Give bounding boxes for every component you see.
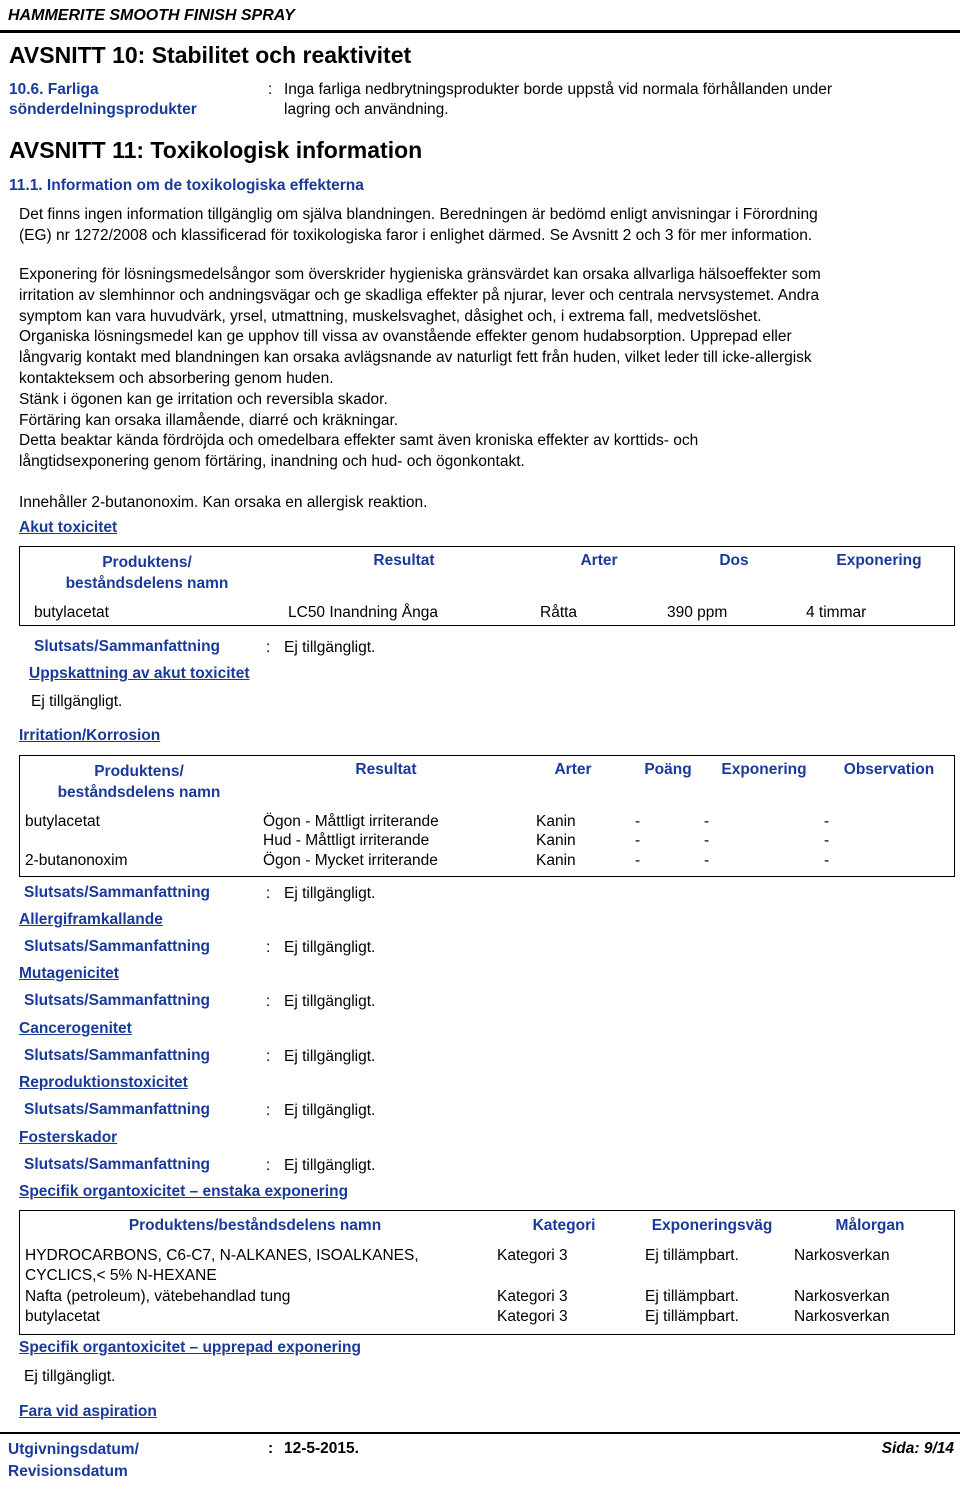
body-line: irritation av slemhinnor och andningsvägar och ge skadliga effekter på njurar, lever och centrala nervsystemet. Andra [19,286,820,304]
product-title: HAMMERITE SMOOTH FINISH SPRAY [8,7,295,24]
carcinogenicity-summary-label: Slutsats/Sammanfattning [24,1047,211,1064]
table-row [20,851,955,877]
mutagenicity-summary-label: Slutsats/Sammanfattning [24,992,211,1009]
cell-species: Kanin [536,831,576,849]
reproductive-summary-label: Slutsats/Sammanfattning [24,1101,211,1118]
cell-name: butylacetat [25,812,100,830]
cell-category: Kategori 3 [497,1246,568,1264]
section-10-6-value-line2: lagring och användning. [284,101,449,118]
body-paragraph [19,265,949,473]
col-header-organ: Målorgan [835,1217,905,1234]
cell-observation: - [824,851,830,869]
cell-score: - [635,851,641,869]
cell-exposure: - [704,851,710,869]
cell-exposure: 4 timmar [806,603,867,621]
section-10-6-value-line1: Inga farliga nedbrytningsprodukter borde uppstå vid normala förhållanden under [284,81,833,98]
section-10-6-colon: : [268,81,273,98]
body-line: Stänk i ögonen kan ge irritation och reversibla skador. [19,390,388,408]
footer-date: 12-5-2015. [284,1440,359,1457]
carcinogenicity-summary-colon: : [266,1048,271,1065]
cell-observation: - [824,831,830,849]
col-header-name [20,756,259,809]
cell-organ: Narkosverkan [794,1287,890,1305]
irritation-summary-value: Ej tillgängligt. [284,885,376,902]
body-line: långtidsexponering genom förtäring, inandning och hud- och ögonkontakt. [19,453,525,471]
col-header-route: Exponeringsväg [651,1217,773,1234]
reproductive-summary-colon: : [266,1102,271,1119]
cell-score: - [635,812,641,830]
irritation-table [19,755,955,877]
cell-name-line1: HYDROCARBONS, C6-C7, N-ALKANES, ISOALKANES, [25,1246,419,1264]
allergy-summary-label: Slutsats/Sammanfattning [24,938,211,955]
carcinogenicity-summary-value: Ej tillgängligt. [284,1048,376,1065]
section-10-6-value [284,80,832,120]
col-header-species: Arter [580,552,618,569]
col-header-result: Resultat [355,761,417,778]
cell-name [20,831,259,851]
footer-date-label [8,1439,139,1483]
header-rule [0,30,960,33]
acute-estimate-value: Ej tillgängligt. [31,693,123,710]
irritation-summary-colon: : [266,885,271,902]
teratogenicity-summary-label: Slutsats/Sammanfattning [24,1156,211,1173]
table-row [20,1287,955,1308]
aspiration-heading: Fara vid aspiration [19,1403,157,1420]
cell-species: Råtta [540,603,578,621]
body-line: Exponering för lösningsmedelsångor som överskrider hygieniska gränsvärdet kan orsaka allvarliga hälsoeffekter som [19,266,821,283]
intro-paragraph [19,205,949,247]
acute-summary-value: Ej tillgängligt. [284,639,376,656]
col-header-category: Kategori [532,1217,596,1234]
cell-organ: Narkosverkan [794,1246,890,1264]
section-11-title: AVSNITT 11: Toxikologisk information [9,137,423,163]
body-line: kontakteksem och absorbering genom huden. [19,369,334,387]
teratogenicity-summary-colon: : [266,1157,271,1174]
col-header-exposure: Exponering [721,761,807,778]
allergy-summary-value: Ej tillgängligt. [284,939,376,956]
table-row [20,1307,955,1334]
body-line: Detta beaktar kända fördröjda och omedelbara effekter samt även kroniska effekter av korttids- och [19,432,699,450]
stot-repeated-value: Ej tillgängligt. [24,1368,116,1385]
body-line: långvarig kontakt med blandningen kan orsaka avlägsnande av naturligt fett från huden, vilket leder till icke-allergisk [19,349,812,367]
cell-result: Ögon - Mycket irriterande [263,851,438,869]
irritation-summary-label: Slutsats/Sammanfattning [24,884,211,901]
cell-category: Kategori 3 [497,1308,568,1325]
col-header-name: Produktens/beståndsdelens namn [128,1217,382,1234]
table-row [20,831,955,851]
acute-estimate-heading: Uppskattning av akut toxicitet [29,665,250,682]
irritation-heading: Irritation/Korrosion [19,727,161,744]
col-header-name-line1: Produktens/ [94,763,184,780]
cell-species: Kanin [536,812,576,830]
contains-note: Innehåller 2-butanonoxim. Kan orsaka en allergisk reaktion. [19,494,428,511]
cell-name: Nafta (petroleum), vätebehandlad tung [25,1287,291,1305]
body-line: Förtäring kan orsaka illamående, diarré och kräkningar. [19,411,399,429]
col-header-name [20,547,275,600]
col-header-exposure: Exponering [836,552,922,569]
mutagenicity-summary-colon: : [266,993,271,1010]
col-header-observation: Observation [843,761,935,778]
table-row [20,600,955,626]
reproductive-toxicity-heading: Reproduktionstoxicitet [19,1074,188,1091]
mutagenicity-heading: Mutagenicitet [19,965,119,982]
col-header-result: Resultat [373,552,435,569]
footer-date-label-line1: Utgivningsdatum/ [8,1441,139,1458]
cell-category: Kategori 3 [497,1287,568,1305]
cell-result: Ögon - Måttligt irriterande [263,812,439,830]
section-10-6-label-line1: 10.6. Farliga [9,81,99,98]
reproductive-summary-value: Ej tillgängligt. [284,1102,376,1119]
acute-summary-label: Slutsats/Sammanfattning [34,638,221,655]
col-header-species: Arter [554,761,592,778]
acute-summary-colon: : [266,639,271,656]
cell-exposure: - [704,812,710,830]
stot-repeated-heading: Specifik organtoxicitet – upprepad exponering [19,1339,361,1356]
cell-result: Hud - Måttligt irriterande [263,831,430,849]
footer-date-label-line2: Revisionsdatum [8,1463,128,1480]
col-header-name-line2: beståndsdelens namn [65,575,229,592]
cell-observation: - [824,812,830,830]
allergy-heading: Allergiframkallande [19,911,163,928]
cell-score: - [635,831,641,849]
page-number: Sida: 9/14 [881,1440,954,1457]
intro-line: (EG) nr 1272/2008 och klassificerad för toxikologiska faror i enlighet därmed. Se Avsnitt 2 och 3 för mer information. [19,226,813,244]
cell-route: Ej tillämpbart. [645,1287,739,1305]
cell-name: butylacetat [34,603,109,621]
col-header-name-line2: beståndsdelens namn [57,784,221,801]
cell-name: 2-butanonoxim [25,851,128,869]
cell-result: LC50 Inandning Ånga [288,603,438,621]
acute-toxicity-heading: Akut toxicitet [19,519,118,536]
col-header-dose: Dos [719,552,749,569]
cell-name [20,1241,491,1287]
table-row [20,1241,955,1287]
cell-exposure: - [704,831,710,849]
body-line: symptom kan vara huvudvärk, yrsel, utmattning, muskelsvaghet, dåsighet och, i extrema fall, medvetslöshet. [19,307,762,325]
carcinogenicity-heading: Cancerogenitet [19,1020,132,1037]
cell-route: Ej tillämpbart. [645,1308,739,1325]
section-10-6-label [9,80,197,120]
allergy-summary-colon: : [266,939,271,956]
cell-dose: 390 ppm [667,603,728,621]
teratogenicity-summary-value: Ej tillgängligt. [284,1157,376,1174]
cell-name: butylacetat [25,1308,100,1325]
table-row [20,809,955,831]
section-10-title: AVSNITT 10: Stabilitet och reaktivitet [9,42,412,68]
teratogenicity-heading: Fosterskador [19,1129,118,1146]
section-11-1-title: 11.1. Information om de toxikologiska effekterna [9,177,364,194]
section-10-6-label-line2: sönderdelningsprodukter [9,101,197,118]
stot-single-heading: Specifik organtoxicitet – enstaka exponering [19,1183,349,1200]
body-line: Organiska lösningsmedel kan ge upphov till vissa av ovanstående effekter genom hudabsorption. Upprepad eller [19,328,792,346]
col-header-score: Poäng [644,761,692,778]
col-header-name-line1: Produktens/ [102,554,192,571]
cell-species: Kanin [536,851,576,869]
cell-route: Ej tillämpbart. [645,1246,739,1264]
footer-rule [0,1432,960,1434]
cell-name-line2: CYCLICS,< 5% N-HEXANE [25,1267,217,1284]
footer-colon: : [268,1440,274,1457]
cell-organ: Narkosverkan [794,1308,890,1325]
intro-line: Det finns ingen information tillgänglig om själva blandningen. Beredningen är bedömd enligt anvisningar i Förordning [19,206,818,223]
acute-toxicity-table [19,546,955,626]
page-header [0,0,960,32]
stot-single-table [19,1210,955,1335]
mutagenicity-summary-value: Ej tillgängligt. [284,993,376,1010]
